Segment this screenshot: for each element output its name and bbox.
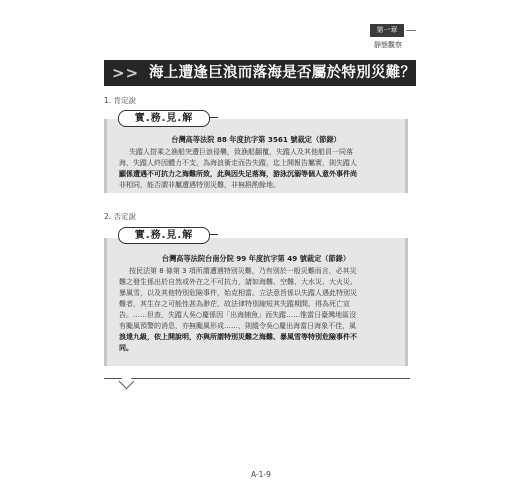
case-text-line: 告。……但查，失蹤人吳○慶係因「出海捕魚」而失蹤……惟當日臺灣地區沒 bbox=[119, 311, 357, 319]
case-text-line-emphasis: 同。 bbox=[119, 344, 133, 352]
practice-tag: 實.務.見.解 bbox=[118, 110, 210, 127]
case-text-line: 難者，其生存之可能性甚為渺茫，故法律特別縮短其失蹤期間，得為死亡宣 bbox=[119, 300, 350, 308]
case-excerpt-box bbox=[104, 238, 408, 366]
section-label-affirmative: 1. 肯定說 bbox=[104, 96, 137, 105]
case-text-normal: 海，失蹤人終因體力不支，為海浪衝走而告失蹤，迄上開報告屬實，則失蹤人 bbox=[119, 159, 357, 167]
double-chevron-icon: >> bbox=[112, 64, 140, 82]
page-number: A-1-9 bbox=[251, 470, 271, 479]
chapter-subtitle: 靜態觀察 bbox=[374, 41, 402, 49]
case-text-line-emphasis: 顯係遭遇不可抗力之海難所致，此與因失足落海，游泳沉溺等個人意外事件尚 bbox=[119, 170, 357, 178]
case-text-line: 按民法第 8 條第 3 項所謂遭遇特別災難，乃有別於一般災難而言，必其災 bbox=[129, 267, 357, 275]
case-excerpt-box bbox=[104, 119, 408, 193]
chapter-tab: 第一章 bbox=[370, 24, 404, 37]
case-text-line bbox=[119, 158, 357, 169]
case-text-line: 失蹤人搭乘之漁船突遭巨浪侵襲，致漁船翻覆，失蹤人及其他船員一同落 bbox=[129, 148, 353, 156]
fold-notch-icon bbox=[119, 374, 135, 390]
question-title-bar bbox=[104, 60, 416, 86]
case-heading: 台灣高等法院台南分院 99 年度抗字第 49 號裁定（節錄） bbox=[161, 254, 351, 263]
case-text-line-emphasis: 有颱風預警的消息，亦無颱風形成……，則縱令吳○慶出海當日海象不佳，風 bbox=[119, 322, 357, 330]
chapter-divider bbox=[406, 30, 416, 31]
case-heading: 台灣高等法院 88 年度抗字第 3561 號裁定（節錄） bbox=[171, 135, 341, 144]
case-text-line-emphasis: 浪達九級，依上開說明，亦與所謂特別災難之海難、暴風雪等特別危險事件不 bbox=[119, 333, 357, 341]
case-text-line: 暴風雪，以及其他特別危險事件，始克相當。立法意旨係以失蹤人遇此特別災 bbox=[119, 289, 357, 297]
practice-tag: 實.務.見.解 bbox=[118, 227, 210, 244]
question-title: 海上遭逢巨浪而落海是否屬於特別災難？ bbox=[149, 65, 416, 81]
section-divider bbox=[104, 378, 410, 379]
section-label-negative: 2. 否定說 bbox=[104, 212, 137, 221]
case-text-line: 難之發生係出於自然或外在之不可抗力，諸如海難、空難、大水災、大火災、 bbox=[119, 278, 357, 286]
case-text-line: 非相同，能否謂非屬遭遇特別災難，非無斟酌餘地。 bbox=[119, 181, 280, 189]
